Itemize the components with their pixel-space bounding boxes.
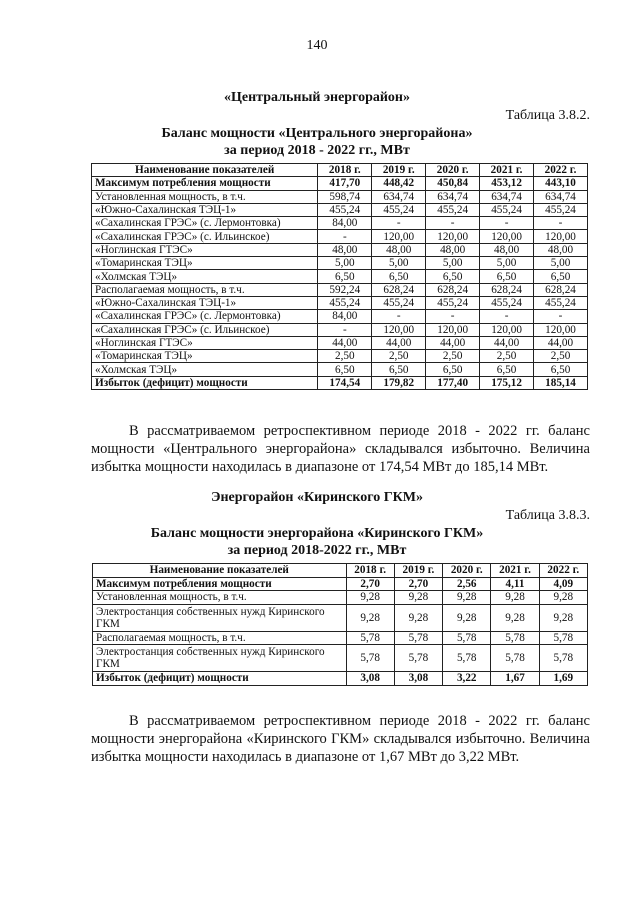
value-cell: 2,70 <box>346 577 394 591</box>
value-cell: 120,00 <box>480 323 534 336</box>
value-cell: 598,74 <box>318 190 372 203</box>
value-cell: 5,78 <box>394 645 442 672</box>
value-cell: 453,12 <box>480 177 534 190</box>
row-label: «Ноглинская ГТЭС» <box>92 336 318 349</box>
table-row <box>93 672 588 686</box>
table-row <box>92 203 588 216</box>
table-row <box>92 217 588 230</box>
value-cell: 417,70 <box>318 177 372 190</box>
value-cell: 48,00 <box>372 243 426 256</box>
value-cell: 6,50 <box>534 270 588 283</box>
table-row <box>92 283 588 296</box>
value-cell: 48,00 <box>426 243 480 256</box>
value-cell: 628,24 <box>372 283 426 296</box>
table-row <box>93 631 588 645</box>
value-cell: - <box>426 217 480 230</box>
value-cell: 443,10 <box>534 177 588 190</box>
value-cell: - <box>480 217 534 230</box>
value-cell: 44,00 <box>534 336 588 349</box>
row-label: Избыток (дефицит) мощности <box>92 376 318 389</box>
value-cell: 634,74 <box>372 190 426 203</box>
value-cell: 44,00 <box>318 336 372 349</box>
value-cell: 9,28 <box>346 591 394 605</box>
value-cell: - <box>426 310 480 323</box>
value-cell: 84,00 <box>318 217 372 230</box>
row-label: Располагаемая мощность, в т.ч. <box>92 283 318 296</box>
column-header: 2021 г. <box>491 564 539 578</box>
table-row <box>92 363 588 376</box>
value-cell: 84,00 <box>318 310 372 323</box>
column-header: Наименование показателей <box>93 564 347 578</box>
value-cell: 634,74 <box>480 190 534 203</box>
value-cell: 3,08 <box>346 672 394 686</box>
table-row <box>92 190 588 203</box>
table-row <box>92 177 588 190</box>
row-label: «Сахалинская ГРЭС» (с. Ильинское) <box>92 230 318 243</box>
value-cell: 5,78 <box>443 631 491 645</box>
value-cell: 628,24 <box>426 283 480 296</box>
value-cell: 2,50 <box>318 350 372 363</box>
value-cell: 9,28 <box>539 604 587 631</box>
value-cell: 5,78 <box>346 645 394 672</box>
value-cell: 455,24 <box>372 203 426 216</box>
row-label: Установленная мощность, в т.ч. <box>92 190 318 203</box>
table-row <box>92 257 588 270</box>
value-cell: 634,74 <box>426 190 480 203</box>
row-label: «Томаринская ТЭЦ» <box>92 257 318 270</box>
row-label: «Сахалинская ГРЭС» (с. Лермонтовка) <box>92 217 318 230</box>
value-cell: 44,00 <box>372 336 426 349</box>
value-cell: 455,24 <box>426 296 480 309</box>
value-cell: 2,50 <box>372 350 426 363</box>
value-cell: 6,50 <box>318 363 372 376</box>
value-cell: 6,50 <box>534 363 588 376</box>
value-cell: 120,00 <box>426 230 480 243</box>
row-label: «Томаринская ТЭЦ» <box>92 350 318 363</box>
value-cell: 5,78 <box>443 645 491 672</box>
value-cell: 175,12 <box>480 376 534 389</box>
value-cell: 120,00 <box>480 230 534 243</box>
value-cell: 120,00 <box>372 323 426 336</box>
value-cell: 592,24 <box>318 283 372 296</box>
table-row <box>92 243 588 256</box>
value-cell: 120,00 <box>534 323 588 336</box>
balance-table-central <box>91 163 588 390</box>
paragraph-kirinskoe <box>91 712 590 766</box>
value-cell: 6,50 <box>372 270 426 283</box>
value-cell: 44,00 <box>426 336 480 349</box>
row-label: «Холмская ТЭЦ» <box>92 363 318 376</box>
table-ref-3-8-3: Таблица 3.8.3. <box>505 508 590 523</box>
value-cell: 3,08 <box>394 672 442 686</box>
table-row <box>92 310 588 323</box>
paragraph-text: В рассматриваемом ретроспективном периоде 2018 - 2022 гг. баланс мощности «Центрального энергорайона» складывался избыточно. Величина избытка мощности находилась в диапазоне от 174,54 МВт до 185,14 МВт. <box>91 423 590 475</box>
table-caption-line1: Баланс мощности энергорайона «Киринского ГКМ» <box>150 526 484 541</box>
section-title-kirinskoe: Энергорайон «Киринского ГКМ» <box>210 490 423 505</box>
value-cell: 455,24 <box>426 203 480 216</box>
table-row <box>92 270 588 283</box>
row-label: «Южно-Сахалинская ТЭЦ-1» <box>92 296 318 309</box>
table-row <box>93 645 588 672</box>
table-header-row <box>93 564 588 578</box>
table-row <box>93 604 588 631</box>
value-cell: 44,00 <box>480 336 534 349</box>
row-label: Располагаемая мощность, в т.ч. <box>93 631 347 645</box>
value-cell: 5,00 <box>534 257 588 270</box>
paragraph-central <box>91 422 590 476</box>
column-header: 2020 г. <box>426 164 480 177</box>
value-cell: 48,00 <box>534 243 588 256</box>
column-header: 2019 г. <box>394 564 442 578</box>
value-cell: 634,74 <box>534 190 588 203</box>
column-header: 2020 г. <box>443 564 491 578</box>
value-cell: 5,00 <box>480 257 534 270</box>
table-row <box>92 296 588 309</box>
value-cell: 2,56 <box>443 577 491 591</box>
table-row <box>92 323 588 336</box>
value-cell: 628,24 <box>534 283 588 296</box>
table-row <box>93 591 588 605</box>
row-label: «Сахалинская ГРЭС» (с. Ильинское) <box>92 323 318 336</box>
column-header: 2022 г. <box>534 164 588 177</box>
column-header: Наименование показателей <box>92 164 318 177</box>
row-label: «Южно-Сахалинская ТЭЦ-1» <box>92 203 318 216</box>
section-title-central: «Центральный энергорайон» <box>224 90 410 105</box>
value-cell: 628,24 <box>480 283 534 296</box>
value-cell: 2,50 <box>534 350 588 363</box>
value-cell: 9,28 <box>491 591 539 605</box>
value-cell: 5,78 <box>539 631 587 645</box>
value-cell: 4,11 <box>491 577 539 591</box>
paragraph-text: В рассматриваемом ретроспективном периоде 2018 - 2022 гг. баланс мощности энергорайона «Киринского ГКМ» складывался избыточно. Величина избытка мощности находилась в диапазоне от 1,67 МВт до 3,22 МВт. <box>91 713 590 765</box>
page-number: 140 <box>306 38 328 53</box>
value-cell: 455,24 <box>318 203 372 216</box>
value-cell: 5,78 <box>394 631 442 645</box>
value-cell: 177,40 <box>426 376 480 389</box>
value-cell: 9,28 <box>394 591 442 605</box>
value-cell: - <box>534 310 588 323</box>
table-row <box>92 230 588 243</box>
value-cell: 9,28 <box>394 604 442 631</box>
value-cell: 4,09 <box>539 577 587 591</box>
value-cell: 5,78 <box>346 631 394 645</box>
value-cell: 174,54 <box>318 376 372 389</box>
table-row <box>93 577 588 591</box>
row-label: «Сахалинская ГРЭС» (с. Лермонтовка) <box>92 310 318 323</box>
row-label: Максимум потребления мощности <box>92 177 318 190</box>
value-cell: - <box>480 310 534 323</box>
value-cell: 9,28 <box>443 604 491 631</box>
value-cell: 6,50 <box>480 363 534 376</box>
value-cell: 120,00 <box>534 230 588 243</box>
balance-table-kirinskoe <box>92 563 588 686</box>
row-label: Электростанция собственных нужд Киринского ГКМ <box>93 604 347 631</box>
value-cell: 455,24 <box>534 296 588 309</box>
table-row <box>92 350 588 363</box>
value-cell: 120,00 <box>372 230 426 243</box>
value-cell: - <box>372 310 426 323</box>
row-label: «Холмская ТЭЦ» <box>92 270 318 283</box>
value-cell: 48,00 <box>318 243 372 256</box>
table-caption-line2: за период 2018-2022 гг., МВт <box>227 543 407 558</box>
value-cell: 9,28 <box>491 604 539 631</box>
column-header: 2018 г. <box>346 564 394 578</box>
value-cell: 2,50 <box>480 350 534 363</box>
value-cell: 6,50 <box>426 363 480 376</box>
value-cell: 9,28 <box>346 604 394 631</box>
column-header: 2022 г. <box>539 564 587 578</box>
column-header: 2019 г. <box>372 164 426 177</box>
value-cell: - <box>534 217 588 230</box>
row-label: Избыток (дефицит) мощности <box>93 672 347 686</box>
table-row <box>92 336 588 349</box>
value-cell: 6,50 <box>480 270 534 283</box>
table-ref-3-8-2: Таблица 3.8.2. <box>505 108 590 123</box>
row-label: Максимум потребления мощности <box>93 577 347 591</box>
value-cell: 185,14 <box>534 376 588 389</box>
value-cell: 455,24 <box>480 296 534 309</box>
value-cell: 450,84 <box>426 177 480 190</box>
table-row <box>92 376 588 389</box>
row-label: «Ноглинская ГТЭС» <box>92 243 318 256</box>
value-cell: 9,28 <box>443 591 491 605</box>
value-cell: 5,78 <box>539 645 587 672</box>
table-caption-line1: Баланс мощности «Центрального энергорайона» <box>161 126 473 141</box>
row-label: Электростанция собственных нужд Киринского ГКМ <box>93 645 347 672</box>
row-label: Установленная мощность, в т.ч. <box>93 591 347 605</box>
value-cell: 455,24 <box>318 296 372 309</box>
value-cell: 448,42 <box>372 177 426 190</box>
value-cell: - <box>318 323 372 336</box>
value-cell: 2,50 <box>426 350 480 363</box>
value-cell: 120,00 <box>426 323 480 336</box>
value-cell: 1,69 <box>539 672 587 686</box>
table-caption-line2: за период 2018 - 2022 гг., МВт <box>224 143 410 158</box>
value-cell: 6,50 <box>372 363 426 376</box>
value-cell: 5,00 <box>372 257 426 270</box>
value-cell: 179,82 <box>372 376 426 389</box>
value-cell: 5,00 <box>318 257 372 270</box>
value-cell: 455,24 <box>534 203 588 216</box>
value-cell: 6,50 <box>318 270 372 283</box>
value-cell: 5,78 <box>491 645 539 672</box>
value-cell: - <box>372 217 426 230</box>
column-header: 2018 г. <box>318 164 372 177</box>
value-cell: 2,70 <box>394 577 442 591</box>
table-header-row <box>92 164 588 177</box>
value-cell: 455,24 <box>372 296 426 309</box>
value-cell: 1,67 <box>491 672 539 686</box>
value-cell: 5,78 <box>491 631 539 645</box>
value-cell: 5,00 <box>426 257 480 270</box>
value-cell: 6,50 <box>426 270 480 283</box>
value-cell: 48,00 <box>480 243 534 256</box>
column-header: 2021 г. <box>480 164 534 177</box>
value-cell: - <box>318 230 372 243</box>
value-cell: 3,22 <box>443 672 491 686</box>
value-cell: 455,24 <box>480 203 534 216</box>
value-cell: 9,28 <box>539 591 587 605</box>
